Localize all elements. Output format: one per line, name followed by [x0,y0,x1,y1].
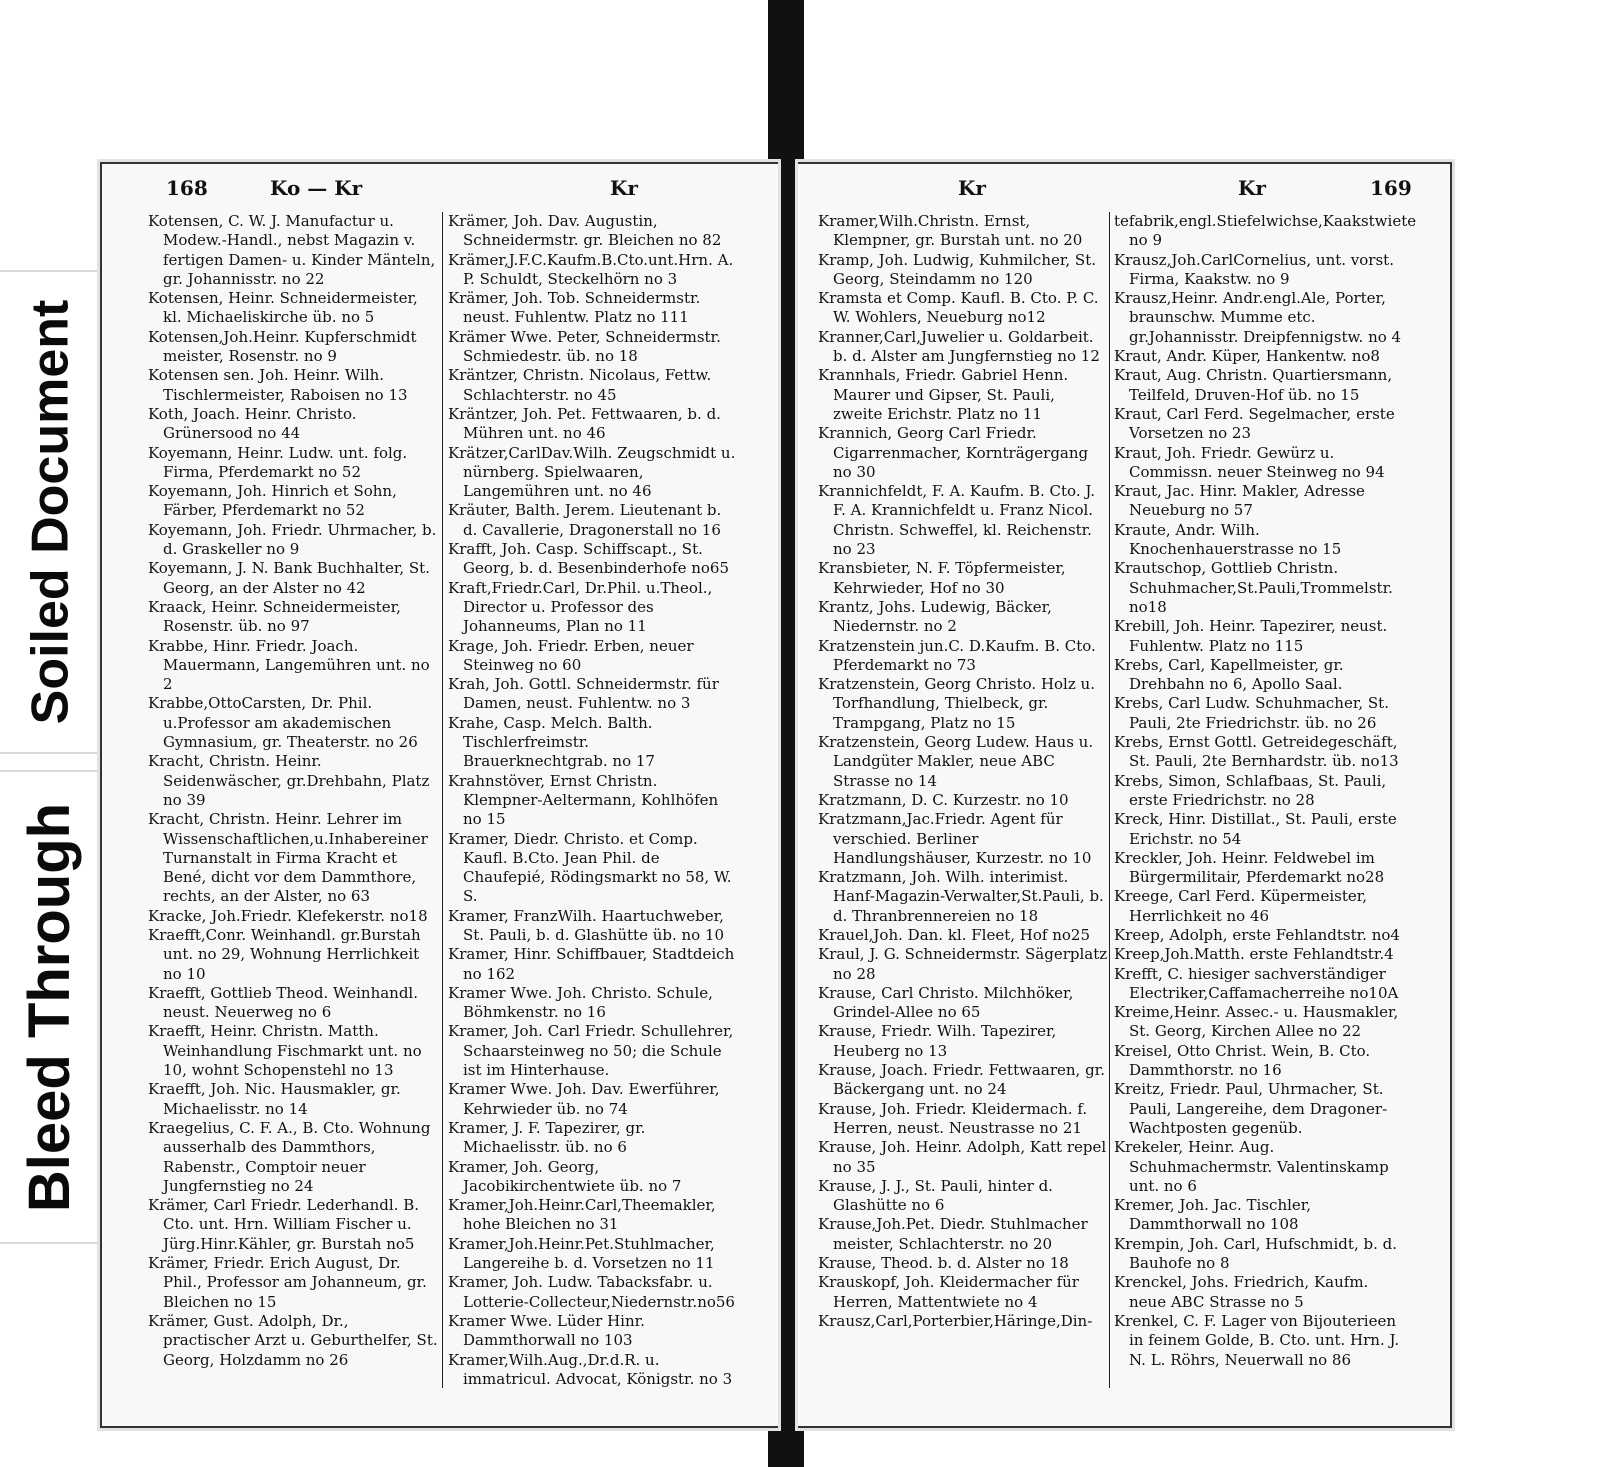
left-running-head: Ko — Kr [270,176,363,200]
directory-entry: Kratzenstein, Georg Ludew. Haus u. Landgüter Makler, neue ABC Strasse no 14 [818,733,1094,790]
bleed-through-text: Bleed Through [17,802,83,1212]
directory-entry: Kraegelius, C. F. A., B. Cto. Wohnung ausserhalb des Dammthors, Rabenstr., Comptoir neuer Jungfernstieg no 24 [148,1118,431,1195]
directory-entry: Krebs, Ernst Gottl. Getreidegeschäft, St. Pauli, 2te Bernhardstr. üb. no13 [1114,733,1399,771]
directory-entry: Kraut, Joh. Friedr. Gewürz u. Commissn. neuer Steinweg no 94 [1114,443,1385,481]
directory-entry: Krämer,J.F.C.Kaufm.B.Cto.unt.Hrn. A. P. Schuldt, Steckelhörn no 3 [448,250,734,288]
directory-entry: Krause, J. J., St. Pauli, hinter d. Glashütte no 6 [818,1176,1053,1215]
right-column-head-1: Kr [958,176,986,200]
directory-entry: Kraefft, Gottlieb Theod. Weinhandl. neust. Neuerweg no 6 [148,983,418,1022]
directory-entry: Krannichfeldt, F. A. Kaufm. B. Cto. J. F. A. Krannichfeldt u. Franz Nicol. Christn. Schweffel, kl. Reichenstr. no 23 [818,482,1095,559]
directory-entry: Kramer Wwe. Joh. Dav. Ewerführer, Kehrwieder üb. no 74 [448,1080,720,1118]
directory-entry: Krenckel, Johs. Friedrich, Kaufm. neue ABC Strasse no 5 [1114,1273,1369,1311]
directory-entry: Kratzenstein jun.C. D.Kaufm. B. Cto. Pferdemarkt no 73 [818,636,1096,674]
directory-entry: Krafft, Joh. Casp. Schiffscapt., St. Georg, b. d. Besenbinderhofe no65 [448,540,729,578]
directory-entry: Krautschop, Gottlieb Christn. Schuhmacher,St.Pauli,Trommelstr. no18 [1114,559,1393,616]
directory-entry: Kreckler, Joh. Heinr. Feldwebel im Bürgermilitair, Pferdemarkt no28 [1114,848,1385,887]
directory-entry: Kremer, Joh. Jac. Tischler, Dammthorwall no 108 [1114,1196,1312,1234]
directory-entry: Kratzmann,Jac.Friedr. Agent für verschied. Berliner Handlungshäuser, Kurzestr. no 10 [818,810,1092,867]
left-column-1 [148,212,438,1370]
directory-entry: Krauel,Joh. Dan. kl. Fleet, Hof no25 [818,925,1090,944]
directory-entry: Kramer Wwe. Lüder Hinr. Dammthorwall no 103 [448,1311,645,1350]
directory-entry: Krause, Joh. Heinr. Adolph, Katt repel no 35 [818,1138,1107,1176]
right-column-1 [818,212,1108,1331]
directory-entry: Krämer, Carl Friedr. Lederhandl. B. Cto. unt. Hrn. William Fischer u. Jürg.Hinr.Kähler, gr. Burstah no5 [148,1196,420,1253]
directory-entry: Kramp, Joh. Ludwig, Kuhmilcher, St. Georg, Steindamm no 120 [818,250,1097,288]
directory-entry: Kramer, FranzWilh. Haartuchweber, St. Pauli, b. d. Glashütte üb. no 10 [448,906,725,944]
directory-entry: Krabbe,OttoCarsten, Dr. Phil. u.Professor am akademischen Gymnasium, gr. Theaterstr. no 26 [148,694,418,752]
directory-entry: Kranner,Carl,Juwelier u. Goldarbeit. b. d. Alster am Jungfernstieg no 12 [818,327,1100,366]
directory-entry: Krefft, C. hiesiger sachverständiger Electriker,Caffamacherreihe no10A [1114,964,1399,1002]
directory-entry: Krämer, Joh. Tob. Schneidermstr. neust. Fuhlentw. Platz no 111 [448,289,701,327]
directory-entry: Krause, Joach. Friedr. Fettwaaren, gr. Bäckergang unt. no 24 [818,1061,1105,1099]
directory-entry: Krausz,Heinr. Andr.engl.Ale, Porter, braunschw. Mumme etc. gr.Johannisstr. Dreipfennigstw. no 4 [1114,289,1402,346]
directory-entry: Kraefft, Heinr. Christn. Matth. Weinhandlung Fischmarkt unt. no 10, wohnt Schopenstehl no 13 [148,1022,422,1080]
directory-entry: Kotensen, Heinr. Schneidermeister, kl. Michaeliskirche üb. no 5 [148,289,418,327]
directory-entry: Kraute, Andr. Wilh. Knochenhauerstrasse no 15 [1114,520,1342,559]
right-page [798,162,1452,1428]
directory-entry: Krause, Carl Christo. Milchhöker, Grindel-Allee no 65 [818,983,1074,1022]
directory-entry: Kräntzer, Christn. Nicolaus, Fettw. Schlachterstr. no 45 [448,366,712,404]
directory-entry: Krah, Joh. Gottl. Schneidermstr. für Damen, neust. Fuhlentw. no 3 [448,675,719,713]
directory-entry: Kramer,Wilh.Christn. Ernst, Klempner, gr. Burstah unt. no 20 [818,212,1083,250]
left-page [100,162,778,1428]
directory-entry: Koth, Joach. Heinr. Christo. Grünersood no 44 [148,404,357,443]
directory-entry: Krause, Theod. b. d. Alster no 18 [818,1254,1069,1273]
directory-entry: Krausz,Carl,Porterbier,Häringe,Din- [818,1311,1093,1330]
directory-entry: Kraut, Jac. Hinr. Makler, Adresse Neueburg no 57 [1114,482,1365,520]
column-divider [442,212,443,1388]
directory-entry: Kraft,Friedr.Carl, Dr.Phil. u.Theol., Director u. Professor des Johanneums, Plan no 11 [448,578,713,636]
directory-entry: Kramer,Wilh.Aug.,Dr.d.R. u. immatricul. Advocat, Königstr. no 3 [448,1350,733,1388]
directory-entry: Krannhals, Friedr. Gabriel Henn. Maurer und Gipser, St. Pauli, zweite Erichstr. Platz no 11 [818,366,1069,423]
directory-entry: Kransbieter, N. F. Töpfermeister, Kehrwieder, Hof no 30 [818,559,1066,597]
left-column-2 [448,212,738,1389]
left-column-head: Kr [610,176,638,200]
directory-entry: Krause, Joh. Friedr. Kleidermach. f. Herren, neust. Neustrasse no 21 [818,1099,1088,1137]
directory-entry: Kotensen, C. W. J. Manufactur u. Modew.-Handl., nebst Magazin v. fertigen Damen- u. Kinder Mänteln, gr. Johannisstr. no 22 [148,212,436,288]
directory-entry: Krämer Wwe. Peter, Schneidermstr. Schmiedestr. üb. no 18 [448,327,721,366]
directory-entry: Kraut, Andr. Küper, Hankentw. no8 [1114,347,1380,366]
directory-entry: Kräntzer, Joh. Pet. Fettwaaren, b. d. Mühren unt. no 46 [448,404,721,443]
directory-entry: Kramer, Joh. Ludw. Tabacksfabr. u. Lotterie-Collecteur,Niedernstr.no56 [448,1273,735,1311]
directory-entry: Koyemann, J. N. Bank Buchhalter, St. Georg, an der Alster no 42 [148,559,430,597]
directory-entry: Kraefft, Joh. Nic. Hausmakler, gr. Michaelisstr. no 14 [148,1080,401,1118]
directory-entry: Krebs, Carl, Kapellmeister, gr. Drehbahn no 6, Apollo Saal. [1114,655,1344,694]
right-column-head-2: Kr [1238,176,1266,200]
directory-entry: Krantz, Johs. Ludewig, Bäcker, Niedernstr. no 2 [818,597,1052,636]
directory-entry: Krause,Joh.Pet. Diedr. Stuhlmacher meister, Schlachterstr. no 20 [818,1215,1088,1253]
soiled-document-text: Soiled Document [21,299,79,725]
right-page-header [798,176,1450,210]
directory-entry: Kraack, Heinr. Schneidermeister, Rosenstr. üb. no 97 [148,597,401,636]
directory-entry: Kratzmann, D. C. Kurzestr. no 10 [818,790,1069,809]
directory-entry: Krekeler, Heinr. Aug. Schuhmachermstr. Valentinskamp unt. no 6 [1114,1138,1389,1195]
directory-entry: Kratzenstein, Georg Christo. Holz u. Torfhandlung, Thielbeck, gr. Trampgang, Platz no 15 [818,675,1095,732]
directory-entry: Kreep, Adolph, erste Fehlandtstr. no4 [1114,925,1400,944]
directory-entry: Kraut, Carl Ferd. Segelmacher, erste Vorsetzen no 23 [1114,404,1395,443]
directory-entry: tefabrik,engl.Stiefelwichse,Kaakstwiete no 9 [1114,212,1417,250]
directory-entry: Kramer, Joh. Georg, Jacobikirchentwiete üb. no 7 [448,1157,682,1195]
directory-entry: Krämer, Joh. Dav. Augustin, Schneidermstr. gr. Bleichen no 82 [448,212,722,250]
directory-entry: Krätzer,CarlDav.Wilh. Zeugschmidt u. nürnberg. Spielwaaren, Langemühren unt. no 46 [448,443,736,501]
bleed-through-label [0,770,102,1244]
directory-entry: Kramer,Joh.Heinr.Pet.Stuhlmacher, Langereihe b. d. Vorsetzen no 11 [448,1234,715,1273]
directory-entry: Krausz,Joh.CarlCornelius, unt. vorst. Firma, Kaakstw. no 9 [1114,250,1394,288]
directory-entry: Kramer, Hinr. Schiffbauer, Stadtdeich no 162 [448,945,735,983]
directory-entry: Kramer, Diedr. Christo. et Comp. Kaufl. B.Cto. Jean Phil. de Chaufepié, Rödingsmarkt no 58, W. S. [448,829,732,906]
directory-entry: Kotensen,Joh.Heinr. Kupferschmidt meister, Rosenstr. no 9 [148,327,417,366]
left-page-number: 168 [166,176,208,200]
directory-entry: Krämer, Friedr. Erich August, Dr. Phil., Professor am Johanneum, gr. Bleichen no 15 [148,1254,427,1311]
directory-entry: Kreitz, Friedr. Paul, Uhrmacher, St. Pauli, Langereihe, dem Dragoner-Wachtposten gegenüb. [1114,1080,1388,1137]
directory-entry: Kramer,Joh.Heinr.Carl,Theemakler, hohe Bleichen no 31 [448,1196,716,1234]
directory-entry: Kramer, J. F. Tapezirer, gr. Michaelisstr. üb. no 6 [448,1118,646,1157]
directory-entry: Kreck, Hinr. Distillat., St. Pauli, erste Erichstr. no 54 [1114,810,1397,848]
directory-entry: Kotensen sen. Joh. Heinr. Wilh. Tischlermeister, Raboisen no 13 [148,366,408,404]
directory-entry: Kracht, Christn. Heinr. Seidenwäscher, gr.Drehbahn, Platz no 39 [148,752,430,809]
directory-entry: Kreisel, Otto Christ. Wein, B. Cto. Dammthorstr. no 16 [1114,1041,1371,1080]
directory-entry: Krebs, Carl Ludw. Schuhmacher, St. Pauli, 2te Friedrichstr. üb. no 26 [1114,694,1389,732]
directory-entry: Koyemann, Joh. Hinrich et Sohn, Färber, Pferdemarkt no 52 [148,482,397,520]
directory-entry: Kräuter, Balth. Jerem. Lieutenant b. d. Cavallerie, Dragonerstall no 16 [448,501,722,539]
directory-entry: Krauskopf, Joh. Kleidermacher für Herren, Mattentwiete no 4 [818,1273,1079,1311]
left-page-header [102,176,778,210]
directory-entry: Krahnstöver, Ernst Christn. Klempner-Aeltermann, Kohlhöfen no 15 [448,771,719,829]
directory-entry: Kraul, J. G. Schneidermstr. Sägerplatz no 28 [818,945,1108,983]
directory-entry: Kraut, Aug. Christn. Quartiersmann, Teilfeld, Druven-Hof üb. no 15 [1114,366,1393,404]
directory-entry: Krebill, Joh. Heinr. Tapezirer, neust. Fuhlentw. Platz no 115 [1114,617,1388,655]
directory-entry: Kramer Wwe. Joh. Christo. Schule, Böhmkenstr. no 16 [448,983,713,1022]
directory-entry: Krahe, Casp. Melch. Balth. Tischlerfreimstr. Brauerknechtgrab. no 17 [448,713,655,771]
directory-entry: Krage, Joh. Friedr. Erben, neuer Steinweg no 60 [448,636,694,674]
directory-entry: Kracht, Christn. Heinr. Lehrer im Wissenschaftlichen,u.Inhabereiner Turnanstalt in Firma Kracht et Bené, dicht vor dem Dammthore, rechts, an der Alster, no 63 [148,810,428,906]
directory-entry: Krebs, Simon, Schlafbaas, St. Pauli, erste Friedrichstr. no 28 [1114,771,1387,809]
directory-entry: Krause, Friedr. Wilh. Tapezirer, Heuberg no 13 [818,1022,1057,1060]
directory-entry: Krenkel, C. F. Lager von Bijouterieen in feinem Golde, B. Cto. unt. Hrn. J. N. L. Röhrs, Neuerwall no 86 [1114,1311,1400,1369]
directory-entry: Krannich, Georg Carl Friedr. Cigarrenmacher, Kornträgergang no 30 [818,424,1089,481]
directory-entry: Kratzmann, Joh. Wilh. interimist. Hanf-Magazin-Verwalter,St.Pauli, b. d. Thranbrennereien no 18 [818,868,1104,925]
directory-entry: Kramer, Joh. Carl Friedr. Schullehrer, Schaarsteinweg no 50; die Schule ist im Hinterhause. [448,1022,734,1080]
right-page-number: 169 [1370,176,1412,200]
directory-entry: Kraefft,Conr. Weinhandl. gr.Burstah unt. no 29, Wohnung Herrlichkeit no 10 [148,925,421,983]
directory-entry: Kracke, Joh.Friedr. Klefekerstr. no18 [148,906,428,925]
directory-entry: Krämer, Gust. Adolph, Dr., practischer Arzt u. Geburthelfer, St. Georg, Holzdamm no 26 [148,1311,438,1369]
directory-entry: Kreep,Joh.Matth. erste Fehlandtstr.4 [1114,945,1394,964]
right-column-2 [1114,212,1417,1370]
directory-entry: Kreege, Carl Ferd. Küpermeister, Herrlichkeit no 46 [1114,887,1368,925]
directory-entry: Koyemann, Joh. Friedr. Uhrmacher, b. d. Graskeller no 9 [148,520,437,559]
directory-entry: Kramsta et Comp. Kaufl. B. Cto. P. C. W. Wohlers, Neueburg no12 [818,289,1099,327]
directory-entry: Krabbe, Hinr. Friedr. Joach. Mauermann, Langemühren unt. no 2 [148,636,430,694]
column-divider [1109,212,1110,1388]
directory-entry: Krempin, Joh. Carl, Hufschmidt, b. d. Bauhofe no 8 [1114,1234,1397,1273]
soiled-document-label [0,270,102,754]
directory-entry: Koyemann, Heinr. Ludw. unt. folg. Firma, Pferdemarkt no 52 [148,443,408,481]
directory-entry: Kreime,Heinr. Assec.- u. Hausmakler, St. Georg, Kirchen Allee no 22 [1114,1003,1399,1041]
